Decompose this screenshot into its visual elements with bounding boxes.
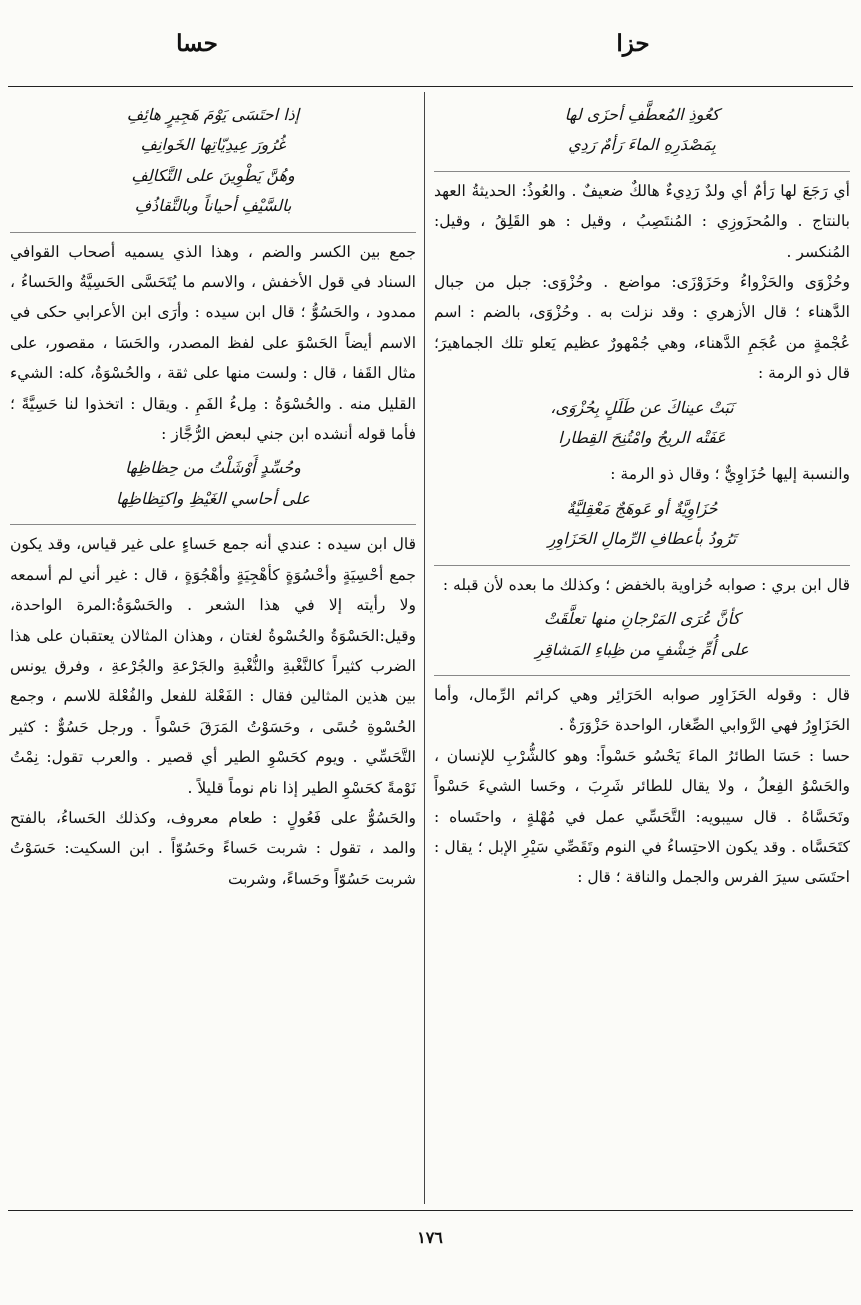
verse-line: كعُوذِ المُعطَّفِ أحزَى لها — [564, 105, 720, 124]
header-rule — [8, 86, 853, 87]
entry-paragraph: والحَسُوُّ على فَعُولٍ : طعام معروف، وكذلك الحَساءُ، بالفتح والمد ، تقول : شربت حَساءً وحَسُوّاً . ابن السكيت: حَسَوْتُ شربت حَسُوّاً وحَساءً، وشربت — [10, 808, 416, 888]
entry-paragraph: جمع بين الكسر والضم ، وهذا الذي يسميه أصحاب القوافي السناد في قول الأخفش ، والاسم ما يُتَحَسَّى الحَسِيَّةُ والحَساءُ ، ممدود ، والحَسُوُّ ؛ قال ابن سيده : وأرَى ابن الأعرابي حكى في الاسم أيضاً الحَسْوَ على لفظ المصدر، والحَسَا ، مقصور، على مثال القَفا ، قال : ولست منها على ثقة ، والحُسْوَةُ، كله: الشيء القليل منه . والحُسْوَةُ : مِلءُ الفَمِ . ويقال : اتخذوا لنا حَسِيَّةً ؛ فأما قوله أنشده ابن جني لبعض الرُّجَّاز : — [10, 242, 416, 444]
verse-line: إذا احتَسَى يَوْمَ هَجِيرٍ هائِفِ — [126, 105, 300, 124]
left-column — [10, 96, 416, 894]
footer-rule — [8, 1210, 853, 1211]
entry-paragraph: قال ابن سيده : عندي أنه جمع حَساءٍ على غير قياس، وقد يكون جمع أحْسِيَةٍ وأحْسُوَةٍ كأهْجِيَةٍ وأهْجُوَةٍ ، قال : غير أني لم أسمعه ولا رأيته إلا في هذا الشعر . والحَسْوَةُ:المرة الواحدة، وقيل:الحَسْوَةُ والحُسْوةُ لغتان ، وهذان المثالان يعتقبان على هذا الضرب كثيراً كالنَّغْبةِ والنُّغْبةِ والجَرْعةِ والجُرْعةِ ، وفرق يونس بين هذين المثالين فقال : الفَعْلة للفعل والفُعْلة للاسم ، وجمع الحُسْوةِ حُسًى ، وحَسَوْتُ المَرَقَ حَسْواً . ورجل حَسُوٌّ : كثير التَّحَسِّي . ويوم كحَسْوِ الطير أي قصير . والعرب تقول: نِمْتُ نَوْمةً كحَسْوِ الطير إذا نام نوماً قليلاً . — [10, 535, 416, 797]
verse-line: على أحاسي الغَيْظِ واكتِظاظِها — [115, 488, 311, 508]
verse-line: تَرُودُ بأعطافِ الرِّمالِ الحَزَاوِرِ — [547, 529, 737, 549]
verse-line: بالسَّيْفِ أحياناً وبالتَّقاذُفِ — [134, 196, 292, 216]
verse-block — [10, 96, 416, 228]
verse-line: عَفَتْه الريحُ وامْتُنِحَ القِطارا — [558, 428, 726, 448]
section-separator — [434, 675, 850, 676]
verse-block — [434, 600, 850, 671]
verse-line: حُزَاوِيَّةٌ أو عَوهَجٌ مَعْقِليَّةٌ — [566, 498, 718, 518]
entry-paragraph: حسا : حَسَا الطائرُ الماءَ يَحْسُو حَسْواً: وهو كالشُّرْبِ للإنسان ، والحَسْوُ الفِعلُ ، ولا يقال للطائر شَرِبَ ، وحَسا الشيءَ حَسْواً وتَحَسَّاهُ . قال سيبويه: التَّحَسِّي عمل في مُهْلةٍ ، واحتَساه : كتَحَسَّاه . وقد يكون الاحتِساءُ في النوم وتَقَصِّي سَيْرِ الإبل ؛ يقال : احتَسَى سيرَ الفرس والجمل والناقة ؛ قال : — [434, 746, 850, 887]
page-header — [0, 0, 861, 88]
page-number: ١٧٦ — [417, 1228, 443, 1247]
verse-block — [10, 449, 416, 520]
verse-line: وحُسِّدٍ أَوْشَلْتُ من حِظاظِها — [125, 458, 301, 478]
verse-line: وهُنَّ يَطْوِينَ على التَّكالِفِ — [131, 165, 295, 185]
section-separator — [10, 232, 416, 233]
verse-line: على أُمِّ خِشْفٍ من ظِباءِ المَشاقِرِ — [535, 639, 749, 659]
entry-paragraph: والنسبة إليها حُزَاوِيٌّ ؛ وقال ذو الرمة : — [610, 465, 850, 484]
entry-paragraph: قال ابن بري : صوابه حُزاوية بالخفض ؛ وكذلك ما بعده لأن قبله : — [442, 575, 850, 594]
right-headword: حزا — [616, 30, 650, 57]
entry-paragraph: وحُزْوَى والحَزْواءُ وحَزَوْزَى: مواضع . وحُزْوَى: جبل من جبال الدَّهناء ؛ قال الأزهري : وقد نزلت به . وحُزْوَى، بالضم : اسم عُجْمةٍ من عُجَمِ الدَّهناء، وهي جُمْهورٌ عظيم يَعلو تلك الجماهيرَ؛ قال ذو الرمة : — [434, 273, 850, 383]
entry-paragraph: أي رَجَعَ لها رَأمٌ أي ولدٌ رَدِيءٌ هالكٌ ضعيفٌ . والعُوذُ: الحديثةُ العهد بالنتاج . والمُحزَوزِي : المُنتَصِبُ ، وقيل : هو القَلِقُ ، وقيل: المُنكسر . — [434, 181, 850, 261]
section-separator — [434, 565, 850, 566]
verse-line: غُرُورَ عِيدِيّاتِها الخَوانِفِ — [140, 135, 286, 155]
entry-paragraph: قال : وقوله الحَزَاوِر صوابه الحَرَائِر وهي كرائم الرِّمال، وأما الحَزَاوِرُ فهي الرَّوابي الصِّغار، الواحدة حَزْوَرَةٌ . — [434, 685, 850, 735]
verse-line: نَبَتْ عيناكَ عن طَلَلٍ بِحُزْوَى، — [550, 397, 734, 417]
column-divider — [424, 92, 425, 1204]
verse-block — [434, 96, 850, 167]
verse-block — [434, 389, 850, 460]
section-separator — [434, 171, 850, 172]
verse-block — [434, 490, 850, 561]
section-separator — [10, 524, 416, 525]
verse-line: بِمَصْدَرِهِ الماءَ رَأمٌ رَدِي — [568, 135, 716, 155]
right-column — [434, 96, 850, 893]
verse-line: كأنَّ عُرَى المَرْجانِ منها تعلَّقَتْ — [543, 609, 741, 629]
left-headword: حسا — [176, 30, 218, 57]
